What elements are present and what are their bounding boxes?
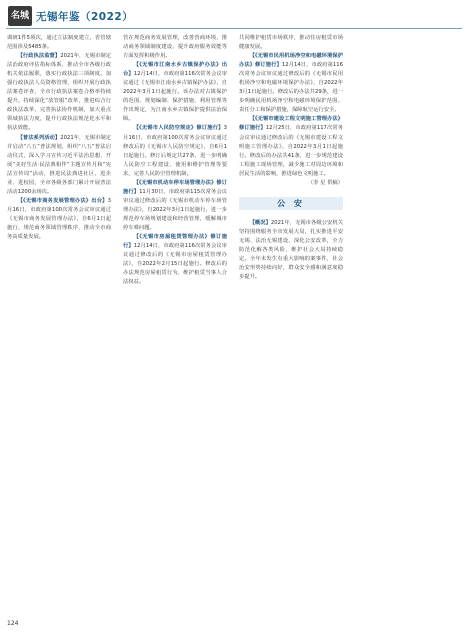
article-body: 12月14日，市政府第116次常务会议审议通过《无锡市江南水乡古镇保护办法》，自2022年3月1日起施行。该办法对古镇保护的范围、规划编制、保护措施、利用管理等作出规定，为江南水乡古镇保护提供法治保障。 [123,71,227,123]
section-heading [239,197,343,210]
article-title: 【《无锡市江南水乡古镇保护办法》出台】 [123,62,227,78]
article-paragraph [123,34,227,61]
article-paragraph [239,115,343,178]
article-title: 【概况】 [249,219,271,226]
page-number: 124 [7,620,19,627]
article-title: 【《无锡市房屋租赁管理办法》修订施行】 [123,234,227,250]
article-body: 3月16日，市政府第100次常务会议审议通过《无锡市商务发展管理办法》，自6月1日起施行，规范商务领域管理秩序，推动全市商务高质量发展。 [7,197,111,241]
article-body: 调研1件5项次，通过立法制度建立，省管辖范围涉及5485条。 [7,35,111,51]
article-paragraph [123,179,227,233]
article-body: 12月14日，市政府第116次常务会议审议通过修改后的《无锡市民用机场净空和电磁环境保护办法》，自2022年3月1日起施行。修改后的办法共29条，进一步明确民用机场净空和电磁环境保护范围、责任分工和保护措施，保障航空运行安全。 [239,62,343,114]
article-body: 2021年，无锡市制定法治政府评估指标体系，推动全市各级行政机关依法履职，落实行政执法三项制度。加强行政执法人员资格管理，组织开展行政执法案卷评查，全市行政执法案卷合格率持续提升。持续深化“放管服”改革，推进综合行政执法改革，完善执法协作机制，加大重点领域执法力度，提升行政执法规范化水平和执法效能。 [7,53,111,132]
article-body: 3月16日，市政府第100次常务会议审议通过修改后的《无锡市人民防空规定》，自6月1日起施行。修订后规定共27条，进一步明确人民防空工程建设、使用和维护管理等要求，完善人民防空管理机制。 [123,125,227,177]
article-body: 管在规范商务发展管理，改善营商环境，推动商务领域制度建设、提升政府服务效能等方面发挥积极作用。 [123,35,227,60]
article-paragraph [7,34,111,52]
article-body: 2021年，无锡市制定并启动“八五”普法规划，组织“八五”普法启动仪式，深入学习宣传习近平法治思想，开展“美好生活·民法典相伴”主题宣传月和“宪法宣传周”活动，推进民法典进社区、进企业、进校园，全市各级各部门累计开展普法活动1200余场次。 [7,134,111,195]
article-paragraph [123,124,227,178]
section-heading-text: 公 安 [277,198,305,208]
article-body: 12月14日，市政府第116次常务会议审议通过修改后的《无锡市房屋租赁管理办法》，自2022年2月15日起施行。修改后的办法规范房屋租赁行为，维护租赁当事人合法权益。 [123,243,227,286]
article-title: 【《无锡市建设工程文明施工管理办法》修订施行】 [239,116,343,132]
article-title: 【《无锡市人民防空规定》修订施行】 [133,125,224,132]
page-header [0,0,468,30]
yearbook-logo-icon: 名城 [8,6,32,26]
text-column-2 [123,34,227,614]
text-column-1 [7,34,111,614]
article-paragraph [239,34,343,52]
text-column-4 [355,34,459,614]
article-paragraph [239,219,343,282]
article-body: 11月30日，市政府第115次常务会议审议通过修改后的《无锡市机动车停车场管理办法》，自2022年3月1日起施行，进一步规范停车场规划建设和经营管理，缓解城市停车难问题。 [123,188,227,231]
article-paragraph [123,61,227,124]
article-body: 12月25日，市政府第117次常务会议审议通过修改后的《无锡市建设工程文明施工管理办法》，自2022年3月1日起施行。修改后的办法共41条，进一步规范建设工程施工现场管理，减少施工对周边环境和居民生活的影响，推进绿色文明施工。 [239,125,343,177]
article-title: 【行政执法监督】 [17,53,61,60]
article-paragraph [239,52,343,115]
text-column-3 [239,34,343,614]
article-paragraph [7,134,111,197]
article-body: 共同维护租赁市场秩序，推动住房租赁市场健康发展。 [239,35,343,51]
article-paragraph [7,52,111,133]
header-title: 无锡年鉴（2022） [36,11,134,23]
article-paragraph [123,233,227,287]
source-credit: （李 星 供稿） [307,179,343,186]
article-title: 【《无锡市民用机场净空和电磁环境保护办法》修订施行】 [239,53,343,69]
article-paragraph [7,197,111,242]
article-title: 【《无锡市机动车停车场管理办法》修订施行】 [123,179,227,195]
article-title: 【《无锡市商务发展管理办法》出台】 [17,197,108,204]
header-divider [6,28,462,29]
article-title: 【普法系列活动】 [17,134,61,141]
article-body: 2021年，无锡市各级公安机关坚持围绕服务全市发展大局，扎实推进平安无锡、法治无锡建设，深化公安改革，全力防范化解各类风险，维护社会大局持续稳定。全年未发生有重大影响的案事件，社会治安形势持续向好，群众安全感和满意度稳步提升。 [239,219,343,281]
